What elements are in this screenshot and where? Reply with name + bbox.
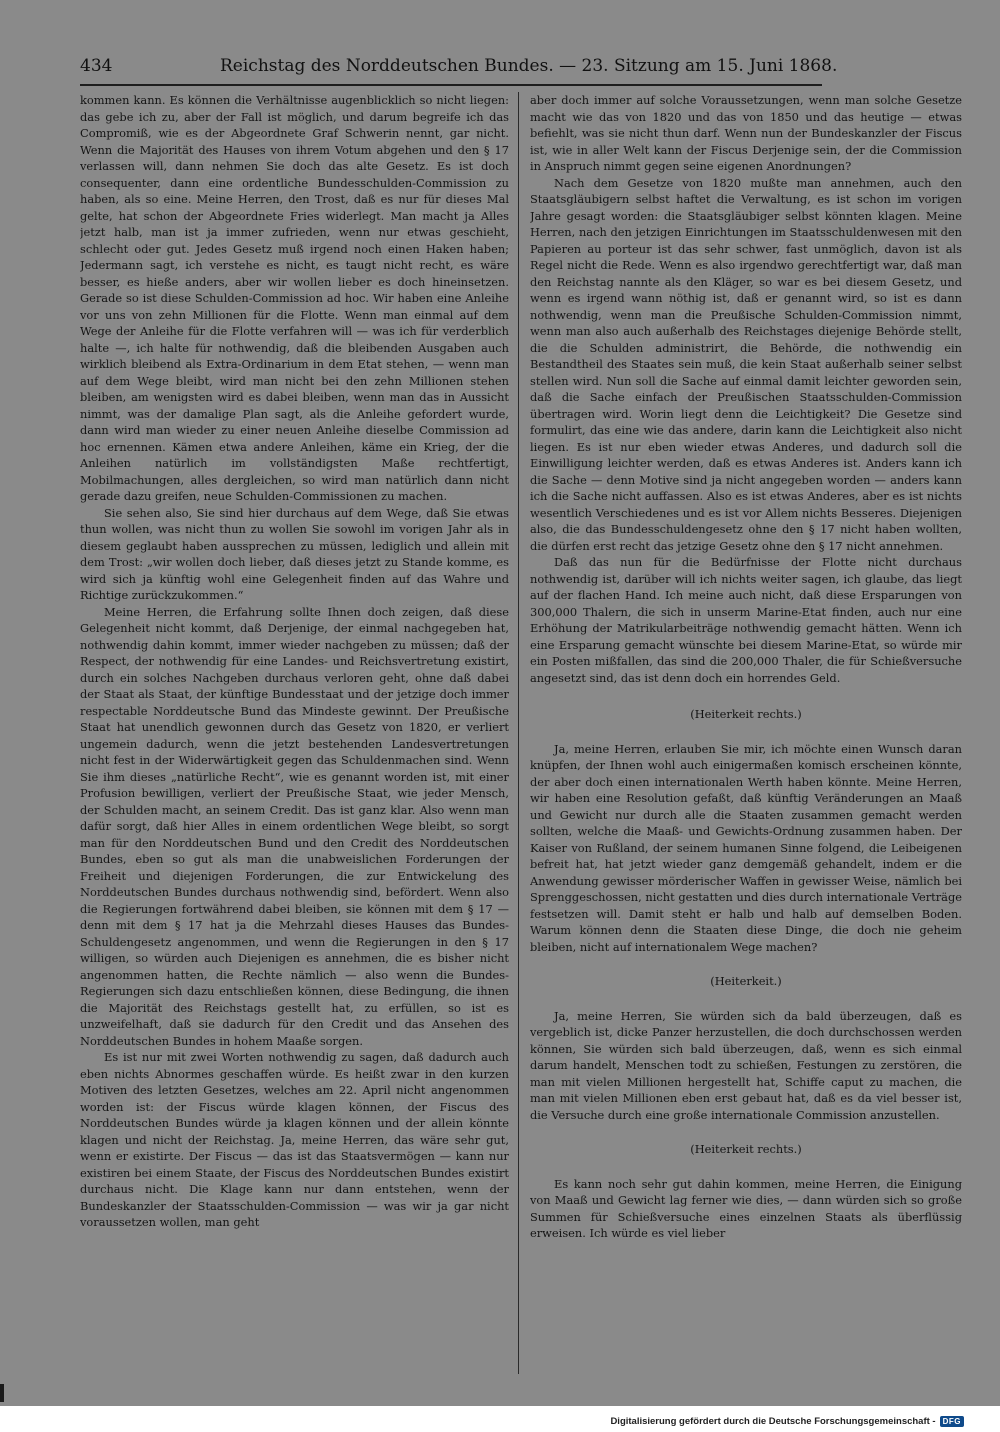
paragraph: Daß das nun für die Bedürfnisse der Flotte nicht durchaus nothwendig ist, darüber will ich nichts weiter sagen, ich glaube, das liegt auf der flachen Hand. Ich meine auch nicht, daß diese Ersparungen von 300,000 Thalern, die sich in unserm Marine-Etat finden, auch nur eine Erhöhung der Matrikularbeiträge nothwendig gemacht hätten. Wenn ich eine Ersparung gemacht wünschte bei diesem Marine-Etat, so würde mir ein Posten mißfallen, das sind die 200,000 Thaler, die für Schießversuche angesetzt sind, das ist denn doch ein horrendes Geld.	[530, 555, 962, 685]
page-number: 434	[80, 56, 113, 76]
interjection: (Heiterkeit rechts.)	[690, 707, 802, 721]
right-column	[530, 92, 962, 1382]
interjection: (Heiterkeit rechts.)	[690, 1142, 802, 1156]
paragraph: Es kann noch sehr gut dahin kommen, meine Herren, die Einigung von Maaß und Gewicht lag ferner wie dies, — dann würden sich so große Summen für Schießversuche eines einzelnen Staats als überflüssig erweisen. Ich würde es viel lieber	[530, 1176, 962, 1240]
paragraph: Ja, meine Herren, erlauben Sie mir, ich möchte einen Wunsch daran knüpfen, der Ihnen wohl auch einigermaßen komisch erscheinen könnte, der aber doch einen internationalen Werth haben könnte. Meine Herren, wir haben eine Resolution gefaßt, daß künftig Veränderungen an Maaß und Gewicht nur durch alle die Staaten zusammen gemacht werden sollten, welche die Maaß- und Gewichts-Ordnung zusammen haben. Der Kaiser von Rußland, der seinem humanen Sinne folgend, die Leibeigenen befreit hat, hat jetzt wieder ganz demgemäß gehandelt, indem er die Anwendung gewisser mörderischer Waffen in gewisser Weise, nämlich bei Sprenggeschossen, nicht gestatten und dies durch internationale Verträge festsetzen will. Damit steht er halb und halb auf demselben Boden. Warum können denn die Staaten diese Dinge, die doch nie geheim bleiben, nicht auf internationalem Wege machen?	[530, 741, 962, 954]
paragraph: Es ist nur mit zwei Worten nothwendig zu sagen, daß dadurch auch eben nichts Abnormes geschaffen würde. Es heißt zwar in den kurzen Motiven des letzten Gesetzes, welches am 22. April nicht angenommen worden ist: der Fiscus würde klagen können, der Fiscus des Norddeutschen Bundes würde ja klagen können und der allein könnte klagen und nicht der Reichstag. Ja, meine Herren, das wäre sehr gut, wenn er existirte. Der Fiscus — das ist das Staatsvermögen — kann nur existiren bei einem Staate, der Fiscus des Norddeutschen Bundes existirt durchaus nicht. Die Klage kann nur dann entstehen, wenn der Bundeskanzler der Staatsschulden-Commission — was wir ja gar nicht voraussetzen wollen, man geht	[80, 1050, 509, 1229]
footer-text: Digitalisierung gefördert durch die Deutsche Forschungsgemeinschaft -	[610, 1415, 936, 1427]
paragraph: kommen kann. Es können die Verhältnisse augenblicklich so nicht liegen: das gebe ich zu, aber der Fall ist möglich, und darum begreife ich das Compromiß, wie es der Abgeordnete Graf Schwerin nennt, gar nicht. Wenn die Majorität des Hauses von ihrem Votum abgehen und den § 17 verlassen will, dann nehmen Sie doch das alte Gesetz. Es ist doch consequenter, dann eine ordentliche Bundesschulden-Commission zu haben, als so eine. Meine Herren, den Trost, daß es nur für dieses Mal gelte, hat schon der Abgeordnete Fries widerlegt. Man macht ja Alles jetzt halb, man ist ja immer zufrieden, wenn nur etwas geschieht, schlecht oder gut. Jedes Gesetz muß irgend noch einen Haken haben; Jedermann sagt, ich verstehe es nicht, es taugt nicht recht, es wäre besser, es hieße anders, aber wir wollen lieber es doch hineinsetzen. Gerade so ist diese Schulden-Commission ad hoc. Wir haben eine Anleihe vor uns von zehn Millionen für die Flotte. Wenn man einmal auf dem Wege der Anleihe für die Flotte verfahren will — was ich für verderblich halte —, ich halte für nothwendig, daß die bleibenden Ausgaben auch wirklich bleibend als Extra-Ordinarium in dem Etat stehen, — wenn man auf dem Wege bleibt, wird man nicht bei den zehn Millionen stehen bleiben, am wenigsten wird es dabei bleiben, wenn man das in Aussicht nimmt, was der damalige Plan sagt, als die Anleihe gefordert wurde, dann wird man wieder zu einer neuen Anleihe dieselbe Commission ad hoc ernennen. Kämen etwa andere Anleihen, käme ein Krieg, der die Anleihen natürlich im vollständigsten Maße rechtfertigt, Mobilmachungen, alles dergleichen, so wird man natürlich dann nicht gerade dazu greifen, neue Schulden-Commissionen zu machen.	[80, 93, 509, 503]
scan-edge-mark	[0, 1384, 4, 1402]
paragraph: Meine Herren, die Erfahrung sollte Ihnen doch zeigen, daß diese Gelegenheit nicht kommt, daß Derjenige, der einmal nachgegeben hat, nothwendig dahin kommt, immer wieder nachgeben zu müssen; daß der Respect, der nothwendig für eine Landes- und Reichsvertretung existirt, durch ein solches Nachgeben durchaus verloren geht, ohne daß dabei der Staat als Staat, der künftige Bundesstaat und der jetzige doch immer respectable Norddeutsche Bund das Mindeste gewinnt. Der Preußische Staat hat unendlich gewonnen durch das Gesetz von 1820, er verliert ungemein dadurch, wenn die jetzt bestehenden Landesvertretungen nicht fest in der Widerwärtigkeit gegen das Schuldenmachen sind. Wenn Sie ihm dieses „natürliche Recht“, wie es genannt worden ist, mit einer Profusion bewilligen, verliert der Preußische Staat, wie jeder Mensch, der Schulden macht, an seinem Credit. Das ist ganz klar. Also wenn man dafür sorgt, daß hier Alles in einem ordentlichen Wege bleibt, so sorgt man für den Norddeutschen Bund und den Credit des Norddeutschen Bundes, eben so gut als man die unabweislichen Forderungen der Freiheit und diejenigen Forderungen, die zur Entwickelung des Norddeutschen Bundes durchaus nothwendig sind, befördert. Wenn also die Regierungen fortwährend dabei bleiben, sie können mit dem § 17 — denn mit dem § 17 hat ja die Mehrzahl dieses Hauses das Bundes-Schuldengesetz angenommen, und wenn die Regierungen in den § 17 willigen, so würden auch Diejenigen es annehmen, die es bisher nicht angenommen hatten, die Rechte nämlich — also wenn die Bundes-Regierungen sich dazu entschließen können, diese Bedingung, die ihnen die Majorität des Reichstags gestellt hat, zu erfüllen, so ist es unzweifelhaft, daß sie dadurch für den Credit und das Ansehen des Norddeutschen Bundes in hohem Maaße sorgen.	[80, 604, 509, 1048]
footer	[610, 1412, 964, 1430]
paragraph: aber doch immer auf solche Voraussetzungen, wenn man solche Gesetze macht wie das von 1820 und das von 1850 und das heutige — etwas befiehlt, was sie nicht thun darf. Wenn nun der Bundeskanzler der Fiscus ist, wie in aller Welt kann der Fiscus Derjenige sein, der die Commission in Anspruch nimmt gegen seine eigenen Anordnungen?	[530, 93, 962, 173]
paragraph: Nach dem Gesetze von 1820 mußte man annehmen, auch den Staatsgläubigern selbst haftet die Verwaltung, es ist schon im vorigen Jahre gesagt worden: die Staatsgläubiger selbst könnten klagen. Meine Herren, nach den jetzigen Einrichtungen im Staatsschuldenwesen mit den Papieren au porteur ist das sehr schwer, fast unmöglich, davon ist als Regel nicht die Rede. Wenn es also irgendwo gerechtfertigt war, daß man den Reichstag nannte als den Kläger, so war es bei diesem Gesetz, und wenn es irgend wann nöthig ist, daß er genannt wird, so ist es dann nothwendig, wenn man die Preußische Schulden-Commission nimmt, wenn man also auch außerhalb des Reichstages diejenige Behörde stellt, die die Schulden administrirt, die Behörde, die nothwendig ein Bestandtheil des Staates sein muß, die kein Staat außerhalb seiner selbst stellen wird. Nun soll die Sache auf einmal damit leichter geworden sein, daß die Sache einfach der Preußischen Staatsschulden-Commission übertragen wird. Worin liegt denn die Leichtigkeit? Die Gesetze sind formulirt, das eine wie das andere, darin kann die Leichtigkeit also nicht liegen. Es ist nur eben wieder etwas Anderes, und dadurch soll die Einwilligung leichter werden, daß es etwas Anderes ist. Anders kann ich die Sache — denn Motive sind ja nicht angegeben worden — anders kann ich die Sache nicht auffassen. Also es ist etwas Anderes, aber es ist nichts wesentlich Verschiedenes und es ist vor Allem nichts Besseres. Diejenigen also, die das Bundesschuldengesetz ohne den § 17 nicht haben wollten, die dürfen erst recht das jetzige Gesetz ohne den § 17 nicht annehmen.	[530, 175, 962, 553]
paragraph: Ja, meine Herren, Sie würden sich da bald überzeugen, daß es vergeblich ist, dicke Panzer herzustellen, die doch durchschossen werden können, Sie würden sich bald überzeugen, daß, wenn es sich einmal darum handelt, Menschen todt zu schießen, Festungen zu zerstören, die man mit vielen Millionen hergestellt hat, Schiffe caput zu machen, die man mit vielen Millionen eben erst gebaut hat, daß es da viel besser ist, die Versuche durch eine große internationale Commission anzustellen.	[530, 1008, 962, 1122]
dfg-logo-icon: DFG	[940, 1416, 964, 1427]
paragraph: Sie sehen also, Sie sind hier durchaus auf dem Wege, daß Sie etwas thun wollen, was nicht thun zu wollen Sie sowohl im vorigen Jahr als in diesem geglaubt haben aussprechen zu müssen, lediglich und allein mit dem Trost: „wir wollen doch lieber, daß dieses jetzt zu Stande komme, es wird sich ja künftig wohl eine Gelegenheit finden auf das Wahre und Richtige zurückzukommen.“	[80, 505, 509, 602]
page-header	[80, 56, 838, 80]
left-column	[80, 92, 509, 1382]
running-title: Reichstag des Norddeutschen Bundes. — 23. Sitzung am 15. Juni 1868.	[220, 56, 838, 76]
header-rule	[80, 84, 822, 86]
interjection: (Heiterkeit.)	[710, 974, 782, 988]
column-divider	[518, 92, 519, 1374]
